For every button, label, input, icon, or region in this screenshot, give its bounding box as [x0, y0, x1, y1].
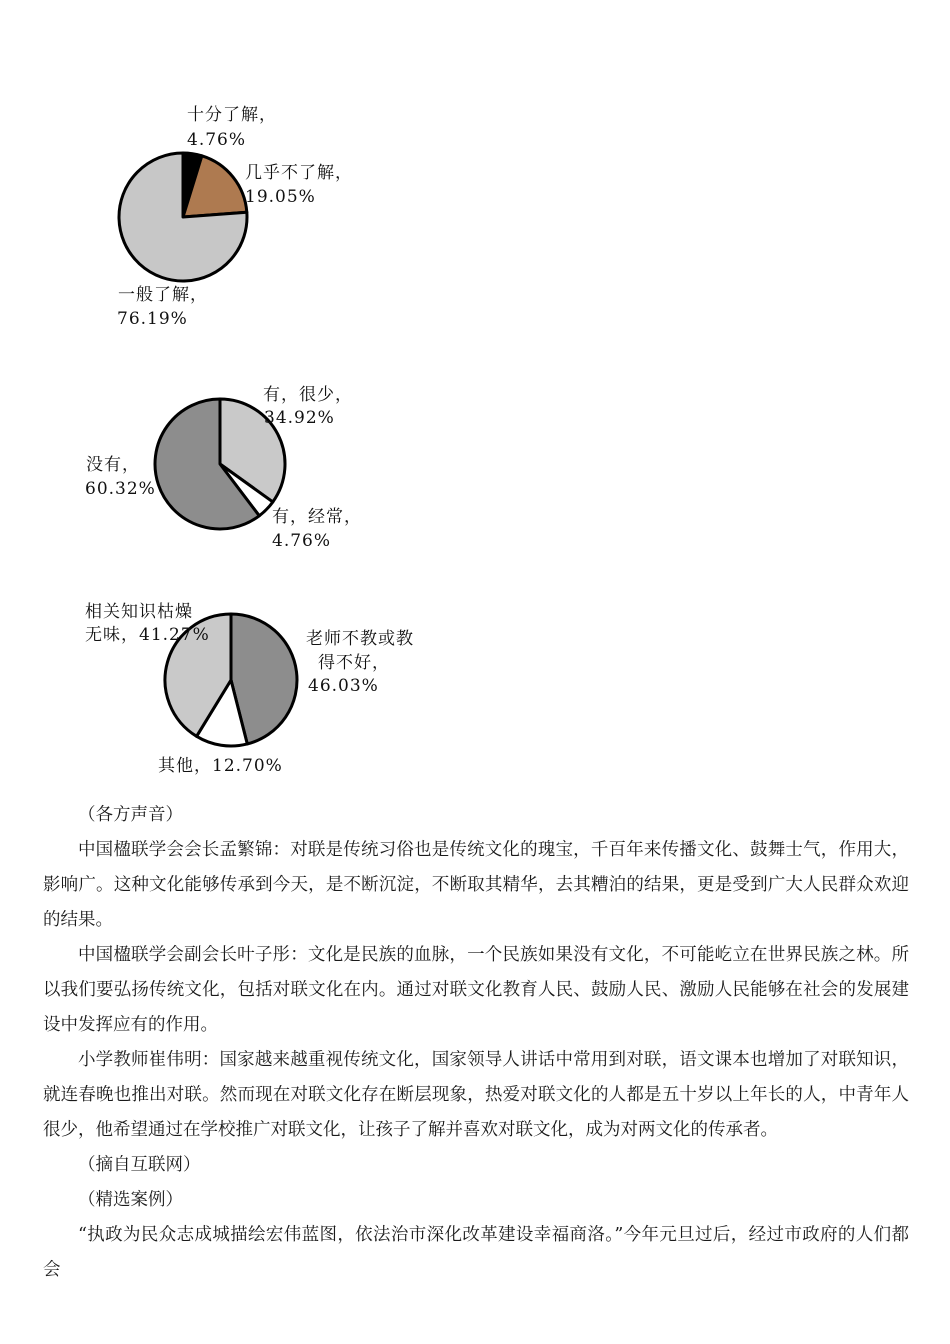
pie1-label-general-line2: 76.19% — [117, 309, 188, 329]
pie3-label-teacher-line2: 得不好， — [318, 653, 390, 673]
paragraph-cases-heading: （精选案例） — [78, 1190, 183, 1210]
pie1-label-almost-none-line2: 19.05% — [245, 187, 316, 207]
pie2-label-have-rarely-line1: 有，很少， — [263, 385, 353, 405]
pie2-label-none-line1: 没有， — [86, 455, 140, 475]
pie2-label-have-often-line2: 4.76% — [272, 531, 332, 551]
paragraph-cui-weiming: 小学教师崔伟明：国家越来越重视传统文化，国家领导人讲话中常用到对联，语文课本也增加了对联知识，就连春晚也推出对联。然而现在对联文化存在断层现象，热爱对联文化的人都是五十岁以上年长的人，中青年人很少，他希望通过在学校推广对联文化，让孩子了解并喜欢对联文化，成为对两文化的传承者。 — [43, 1050, 909, 1140]
pie1-label-general-line1: 一般了解， — [118, 285, 208, 305]
pie2-label-have-rarely-line2: 34.92% — [264, 408, 335, 428]
pie3-label-teacher-line3: 46.03% — [308, 676, 379, 696]
pie3-label-teacher-line1: 老师不教或教 — [306, 629, 414, 649]
pie-chart-awareness — [115, 149, 251, 289]
paragraph-case-example: “执政为民众志成城描绘宏伟蓝图，依法治市深化改革建设幸福商洛。”今年元旦过后，经过市政府的人们都会 — [43, 1225, 909, 1280]
pie2-label-none-line2: 60.32% — [85, 479, 156, 499]
paragraph-source-internet: （摘自互联网） — [78, 1155, 201, 1175]
paragraph-voices-heading: （各方声音） — [78, 805, 183, 825]
pie3-label-boring-line2: 无味，41.27% — [85, 625, 210, 645]
article-text — [43, 798, 909, 1288]
paragraph-meng-fanjin: 中国楹联学会会长孟繁锦：对联是传统习俗也是传统文化的瑰宝，千百年来传播文化、鼓舞士气，作用大，影响广。这种文化能够传承到今天，是不断沉淀，不断取其精华，去其糟泊的结果，更是受到广大人民群众欢迎的结果。 — [43, 840, 909, 930]
pie1-label-full-understanding-line2: 4.76% — [187, 130, 247, 150]
pie-svg — [115, 149, 251, 285]
pie2-label-have-often-line1: 有，经常， — [272, 507, 362, 527]
pie1-label-almost-none-line1: 几乎不了解， — [245, 163, 353, 183]
pie1-label-full-understanding-line1: 十分了解， — [187, 105, 277, 125]
paragraph-ye-zitong: 中国楹联学会副会长叶子彤：文化是民族的血脉，一个民族如果没有文化，不可能屹立在世界民族之林。所以我们要弘扬传统文化，包括对联文化在内。通过对联文化教育人民、鼓励人民、激励人民能够在社会的发展建设中发挥应有的作用。 — [43, 945, 909, 1035]
pie3-label-boring-line1: 相关知识枯燥 — [85, 602, 193, 622]
pie3-label-other-line1: 其他，12.70% — [158, 756, 283, 776]
